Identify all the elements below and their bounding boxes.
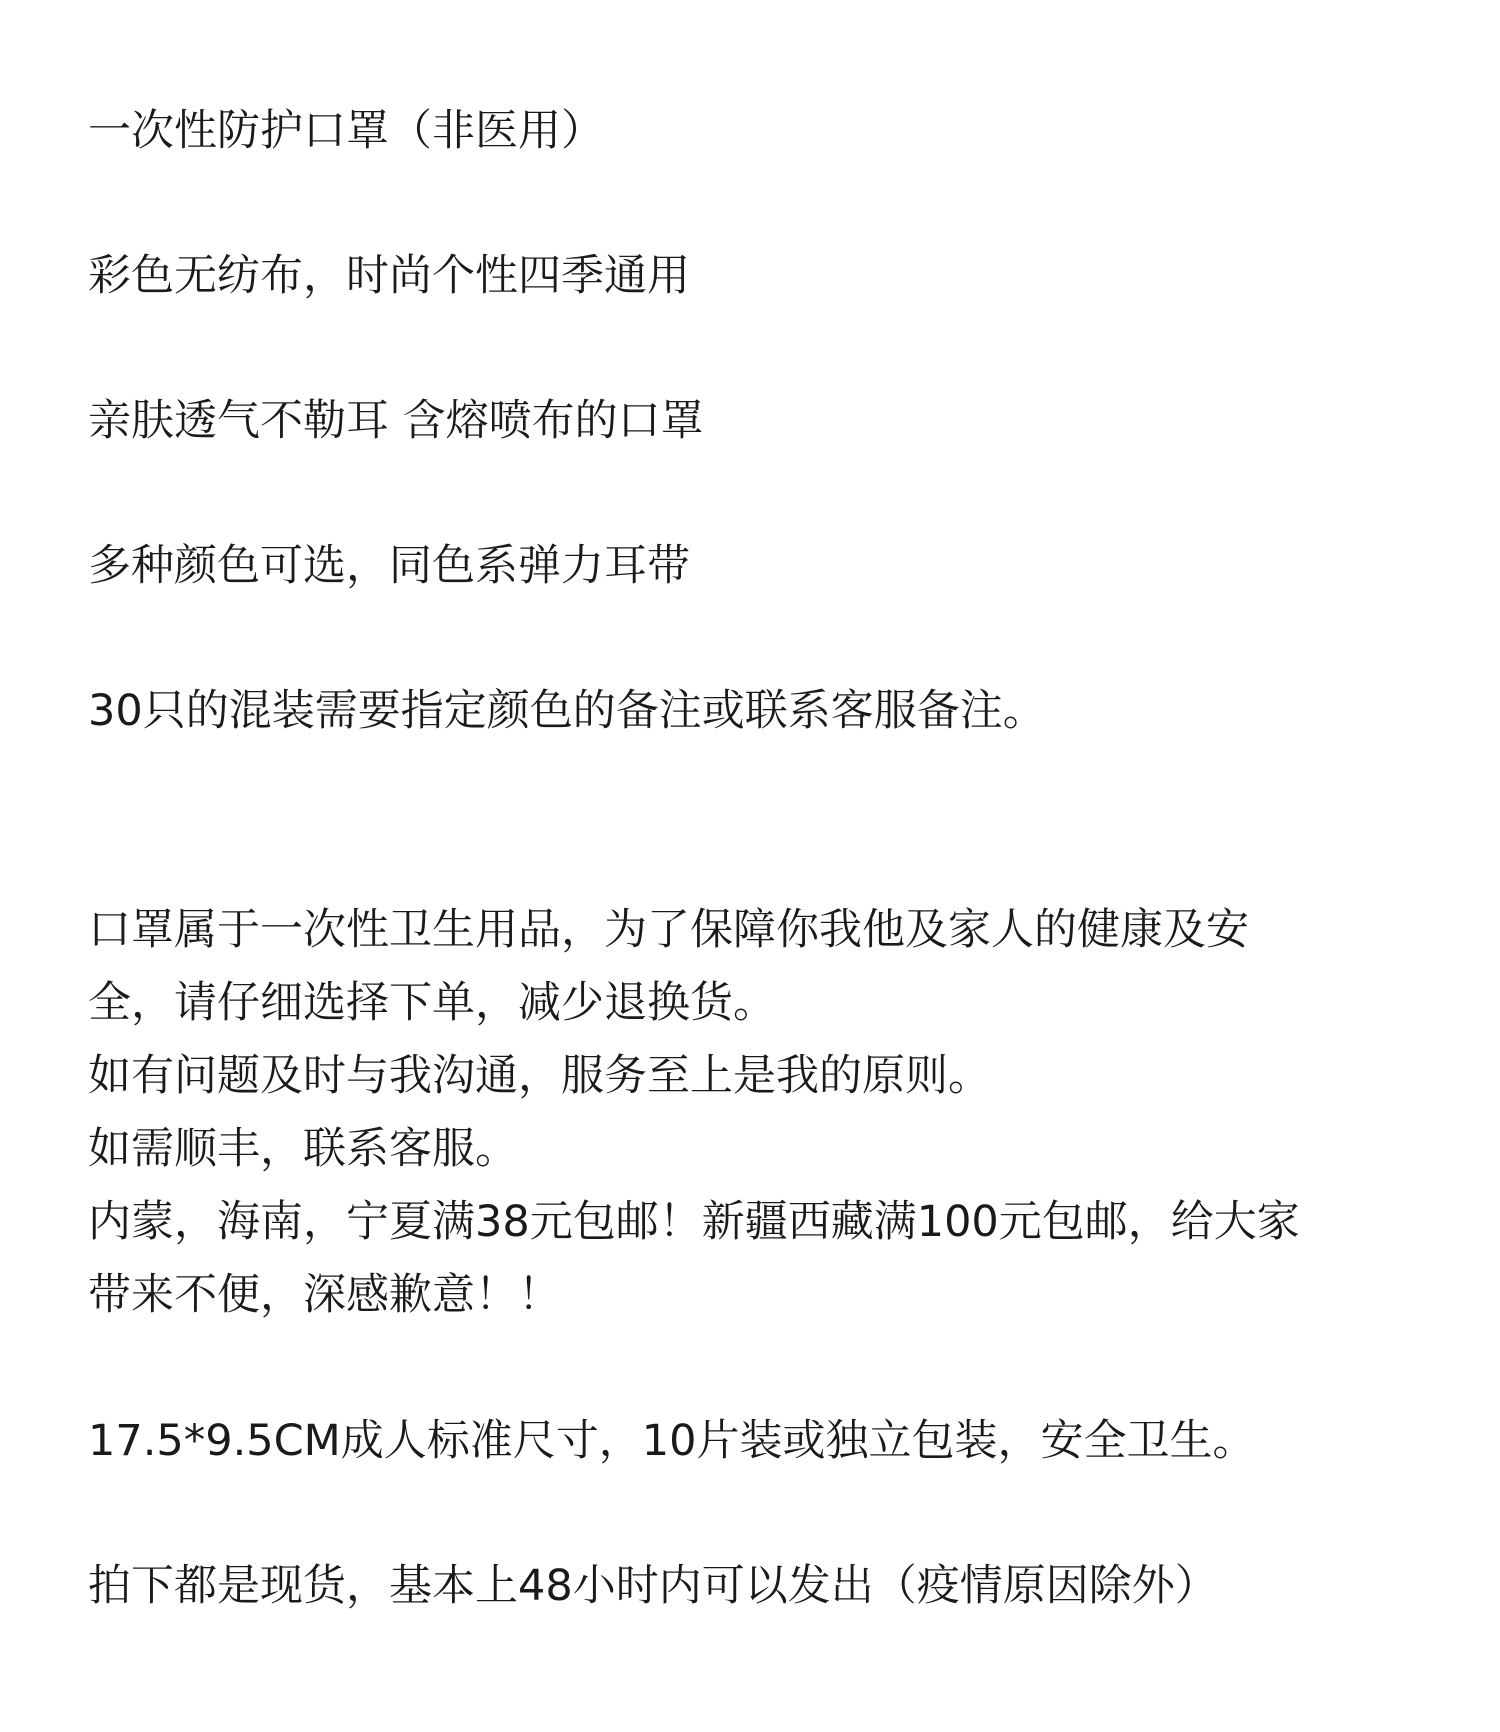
color-options-line: 多种颜色可选，同色系弹力耳带 [88,541,690,591]
notice-line-4: 如需顺丰，联系客服。 [88,1124,518,1174]
shipping-info-line: 拍下都是现货，基本上48小时内可以发出（疫情原因除外） [88,1561,1218,1611]
notice-line-1: 口罩属于一次性卫生用品，为了保障你我他及家人的健康及安 [88,905,1249,955]
mixed-pack-note: 30只的混装需要指定颜色的备注或联系客服备注。 [88,686,1046,736]
product-title: 一次性防护口罩（非医用） [88,106,604,156]
notice-line-2: 全，请仔细选择下单，减少退换货。 [88,978,776,1028]
notice-line-5: 内蒙，海南，宁夏满38元包邮！新疆西藏满100元包邮，给大家 [88,1197,1300,1247]
notice-line-6: 带来不便，深感歉意！！ [88,1270,561,1320]
comfort-line: 亲肤透气不勒耳 含熔喷布的口罩 [88,396,704,446]
notice-line-3: 如有问题及时与我沟通，服务至上是我的原则。 [88,1051,991,1101]
material-line: 彩色无纺布，时尚个性四季通用 [88,251,690,301]
size-info-line: 17.5*9.5CM成人标准尺寸，10片装或独立包装，安全卫生。 [88,1416,1256,1466]
